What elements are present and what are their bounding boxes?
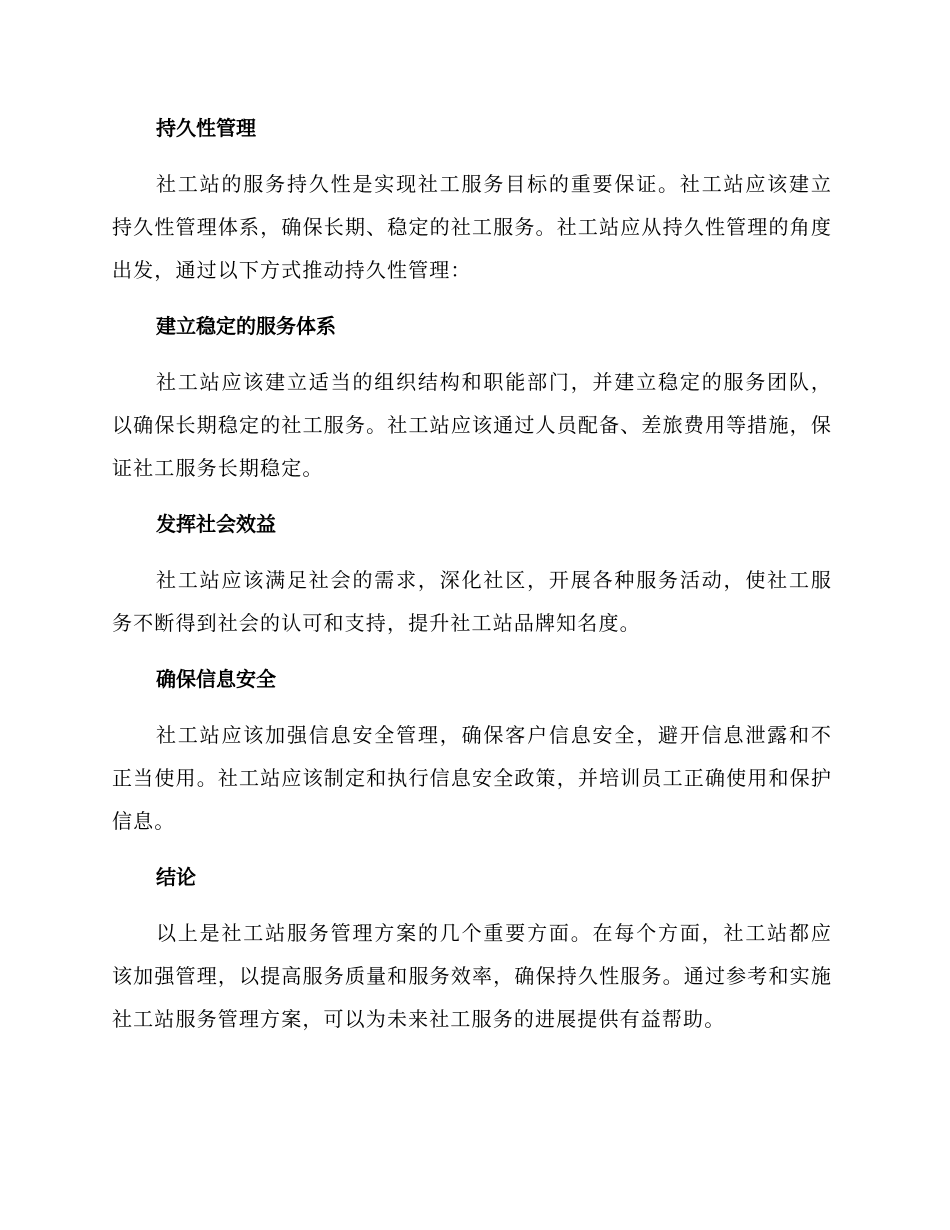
- section-paragraph-conclusion: 以上是社工站服务管理方案的几个重要方面。在每个方面，社工站都应该加强管理，以提高服务质量和服务效率，确保持久性服务。通过参考和实施社工站服务管理方案，可以为未来社工服务的进展提供有益帮助。: [112, 921, 832, 1031]
- section-heading-stable-service-system: 建立稳定的服务体系: [156, 314, 336, 338]
- section-heading-information-security: 确保信息安全: [156, 667, 276, 691]
- section-heading-social-benefit: 发挥社会效益: [156, 512, 276, 536]
- section-paragraph-information-security: 社工站应该加强信息安全管理，确保客户信息安全，避开信息泄露和不正当使用。社工站应该制定和执行信息安全政策，并培训员工正确使用和保护信息。: [112, 723, 832, 833]
- section-paragraph-social-benefit: 社工站应该满足社会的需求，深化社区，开展各种服务活动，使社工服务不断得到社会的认可和支持，提升社工站品牌知名度。: [112, 568, 832, 635]
- section-heading-durability: 持久性管理: [156, 116, 256, 140]
- section-paragraph-stable-service-system: 社工站应该建立适当的组织结构和职能部门，并建立稳定的服务团队，以确保长期稳定的社工服务。社工站应该通过人员配备、差旅费用等措施，保证社工服务长期稳定。: [112, 370, 832, 480]
- document-body: [112, 108, 832, 1055]
- section-heading-conclusion: 结论: [156, 865, 196, 889]
- section-paragraph-durability: 社工站的服务持久性是实现社工服务目标的重要保证。社工站应该建立持久性管理体系，确保长期、稳定的社工服务。社工站应从持久性管理的角度出发，通过以下方式推动持久性管理：: [112, 172, 832, 282]
